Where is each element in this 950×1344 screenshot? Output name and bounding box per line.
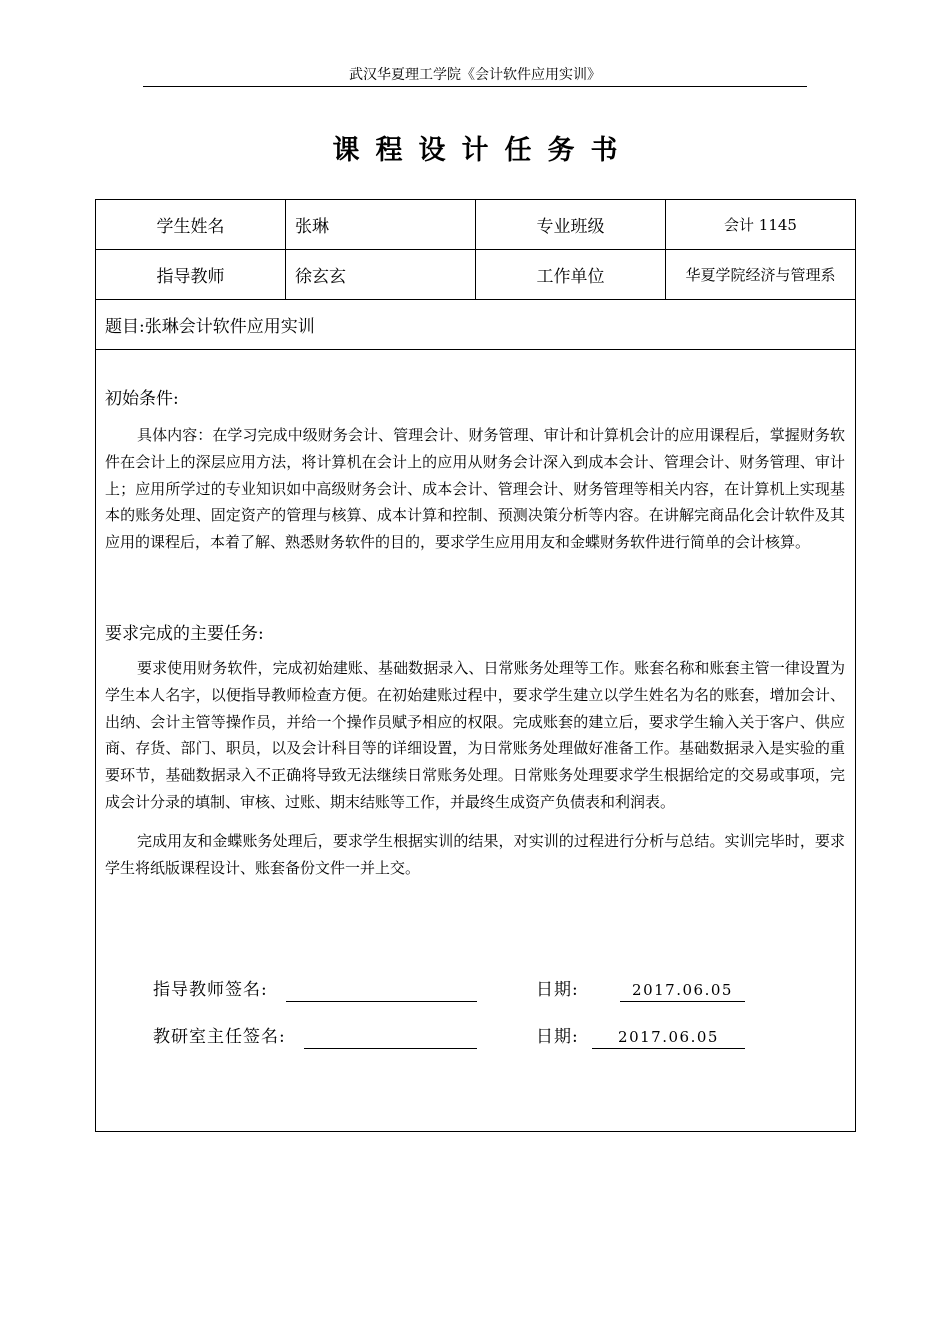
main-tasks-paragraph-2: 完成用友和金蝶账务处理后，要求学生根据实训的结果，对实训的过程进行分析与总结。实训完毕时，要求学生将纸版课程设计、账套备份文件一并上交。 [105,832,845,877]
class-label: 专业班级 [476,200,666,250]
advisor-label: 指导教师 [96,250,286,300]
director-date-value: 2017.06.05 [618,1028,719,1046]
unit-value: 华夏学院经济与管理系 [666,250,855,300]
main-tasks-heading: 要求完成的主要任务: [105,624,264,644]
director-signature-label: 教研室主任签名: [153,1027,286,1047]
initial-conditions-body: 具体内容：在学习完成中级财务会计、管理会计、财务管理、审计和计算机会计的应用课程后，掌握财务软件在会计上的深层应用方法，将计算机在会计上的应用从财务会计深入到成本会计、管理会计、财务管理、审计上；应用所学过的专业知识如中高级财务会计、成本会计、管理会计、财务管理等相关内容，在计算机上实现基本的账务处理、固定资产的管理与核算、成本计算和控制、预测决策分析等内容。在讲解完商品化会计软件及其应用的课程后，本着了解、熟悉财务软件的目的，要求学生应用用友和金蝶财务软件进行简单的会计核算。 [105,426,845,552]
advisor-signature-line [286,1001,477,1002]
document-title: 课程设计任务书 [332,135,634,166]
director-date-label: 日期: [536,1027,579,1047]
advisor-date-value: 2017.06.05 [632,981,733,999]
class-value: 会计 1145 [666,200,855,250]
main-tasks-paragraph-1: 要求使用财务软件，完成初始建账、基础数据录入、日常账务处理等工作。账套名称和账套主管一律设置为学生本人名字，以便指导教师检查方便。在初始建账过程中，要求学生建立以学生姓名为名的账套，增加会计、出纳、会计主管等操作员，并给一个操作员赋予相应的权限。完成账套的建立后，要求学生输入关于客户、供应商、存货、部门、职员，以及会计科目等的详细设置，为日常账务处理做好准备工作。基础数据录入是实验的重要环节，基础数据录入不正确将导致无法继续日常账务处理。日常账务处理要求学生根据给定的交易或事项，完成会计分录的填制、审核、过账、期末结账等工作，并最终生成资产负债表和利润表。 [105,659,845,811]
unit-label: 工作单位 [476,250,666,300]
header-rule [143,86,807,87]
director-date-line [592,1048,745,1049]
topic-row: 题目:张琳会计软件应用实训 [96,300,855,350]
student-name-label: 学生姓名 [96,200,286,250]
advisor-signature-label: 指导教师签名: [153,980,268,1000]
running-header-title: 武汉华夏理工学院《会计软件应用实训》 [349,67,601,83]
student-name-value: 张琳 [286,200,476,250]
advisor-date-line [620,1001,745,1002]
initial-conditions-heading: 初始条件: [105,389,179,409]
advisor-value: 徐玄玄 [286,250,476,300]
director-signature-line [304,1048,477,1049]
advisor-date-label: 日期: [536,980,579,1000]
task-form [95,199,856,1132]
